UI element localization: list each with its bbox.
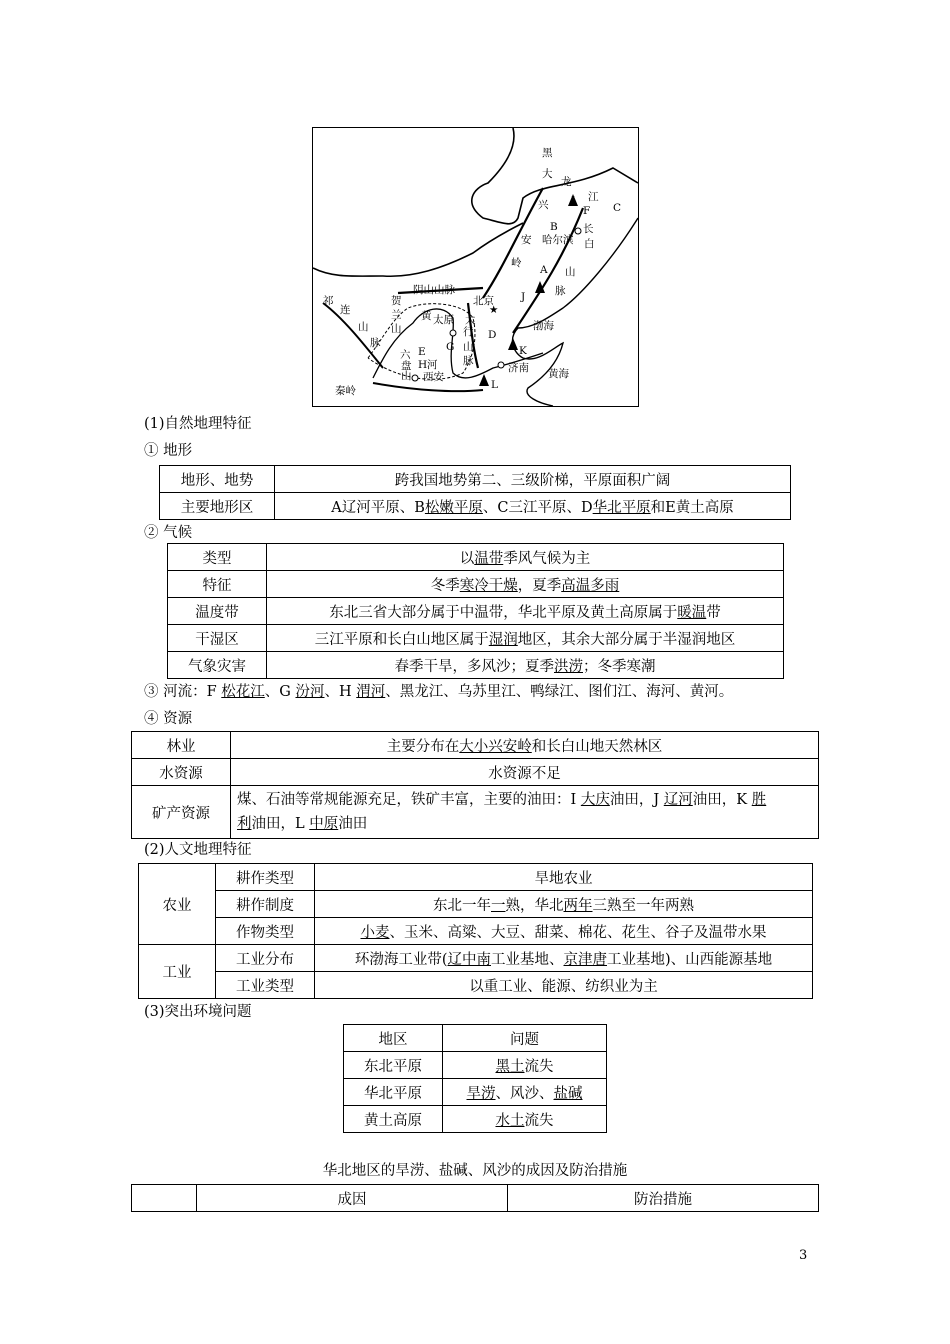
- map-label: 大: [542, 168, 553, 180]
- table-row: 工业 工业分布 环渤海工业带(辽中南工业基地、京津唐工业基地)、山西能源基地: [139, 945, 813, 972]
- map-label: F: [583, 205, 591, 217]
- table-row: 特征 冬季寒冷干燥，夏季高温多雨: [168, 571, 784, 598]
- map-label: H: [418, 359, 428, 371]
- map-label: 脉: [370, 337, 381, 349]
- map-svg: [313, 128, 638, 406]
- map-label: K: [519, 345, 527, 357]
- subsection-title: ① 地形: [144, 443, 193, 459]
- page-number: 3: [799, 1248, 808, 1263]
- map-label: 祁: [323, 295, 334, 307]
- section-title: (1)自然地理特征: [144, 416, 252, 432]
- border-line: [313, 223, 523, 276]
- cause-measures-table: [131, 1184, 819, 1212]
- map-label: L: [491, 379, 498, 391]
- map-label: 黄海: [548, 368, 569, 380]
- map-label: C: [613, 202, 622, 214]
- map-label: 山: [565, 266, 576, 278]
- climate-table: [167, 543, 784, 679]
- city-marker: [498, 362, 504, 368]
- map-label: 江: [588, 191, 599, 203]
- map-label: 西安: [423, 371, 444, 383]
- region-map: [312, 127, 639, 407]
- map-label: 龙: [561, 176, 572, 188]
- table-row: 地区 问题: [344, 1025, 607, 1052]
- coastline: [513, 218, 638, 406]
- map-label: 黄: [421, 310, 432, 322]
- mountain-range: [323, 303, 383, 368]
- subsection-title: ④ 资源: [144, 711, 193, 727]
- terrain-table: [159, 465, 791, 520]
- map-label: 贺: [391, 295, 402, 307]
- table-row: 干湿区 三江平原和长白山地区属于湿润地区，其余大部分属于半湿润地区: [168, 625, 784, 652]
- map-label: E: [418, 346, 426, 358]
- map-label: 六: [400, 349, 411, 361]
- table-row: 黄土高原 水土流失: [344, 1106, 607, 1133]
- table-row: 华北平原 旱涝、风沙、盐碱: [344, 1079, 607, 1106]
- map-label: J: [521, 291, 526, 303]
- section-title: (2)人文地理特征: [144, 842, 252, 858]
- table-row: 类型 以温带季风气候为主: [168, 544, 784, 571]
- rivers-line: ③ 河流：F 松花江、G 汾河、H 渭河、黑龙江、乌苏里江、鸭绿江、图们江、海河、黄河。: [144, 684, 734, 700]
- map-label: 长: [583, 223, 594, 235]
- map-label: 兰: [391, 309, 402, 321]
- map-label: 白: [584, 238, 595, 250]
- map-label: 太原: [433, 314, 454, 326]
- table-row: 矿产资源 煤、石油等常规能源充足，铁矿丰富，主要的油田：I 大庆油田，J 辽河油田，K 胜 利油田，L 中原油田: [132, 786, 819, 839]
- table-row: 耕作制度 东北一年一熟，华北两年三熟至一年两熟: [139, 891, 813, 918]
- table-row: 林业 主要分布在大小兴安岭和长白山地天然林区: [132, 732, 819, 759]
- human-geo-table: [138, 863, 813, 999]
- map-label: 河: [427, 359, 438, 371]
- map-label: 渤海: [533, 320, 554, 332]
- map-label: 北京: [473, 295, 494, 307]
- env-problems-table: [343, 1024, 607, 1133]
- map-label: 济南: [508, 362, 529, 374]
- map-label: B: [550, 221, 558, 233]
- map-label: 阴山山脉: [413, 284, 455, 296]
- table-caption: 华北地区的旱涝、盐碱、风沙的成因及防治措施: [322, 1163, 628, 1179]
- map-label: 脉: [555, 285, 566, 297]
- table-row: 东北平原 黑土流失: [344, 1052, 607, 1079]
- map-label: 脉: [463, 355, 474, 367]
- map-label: 山: [391, 323, 402, 335]
- city-marker: [575, 228, 581, 234]
- table-row: 温度带 东北三省大部分属于中温带，华北平原及黄土高原属于暖温带: [168, 598, 784, 625]
- map-label: 哈尔滨: [542, 234, 574, 246]
- map-label: 兴: [538, 199, 549, 211]
- capital-star: ★: [489, 304, 499, 316]
- map-label: 山: [358, 321, 369, 333]
- map-label: 太: [465, 314, 476, 326]
- map-label: 行: [463, 326, 474, 338]
- table-row: 成因 防治措施: [132, 1185, 819, 1212]
- map-label: A: [540, 264, 548, 276]
- map-label: D: [488, 329, 497, 341]
- map-label: 黑: [542, 147, 553, 159]
- map-label: 岭: [511, 257, 522, 269]
- city-marker: [412, 375, 418, 381]
- map-label: 安: [521, 234, 532, 246]
- subsection-title: ② 气候: [144, 525, 193, 541]
- city-marker: [450, 330, 456, 336]
- table-row: 工业类型 以重工业、能源、纺织业为主: [139, 972, 813, 999]
- oilfield-marker: [508, 338, 518, 350]
- map-label: G: [446, 341, 455, 353]
- section-title: (3)突出环境问题: [144, 1004, 252, 1020]
- map-label: I: [571, 195, 576, 207]
- table-row: 水资源 水资源不足: [132, 759, 819, 786]
- mountain-range: [483, 188, 543, 298]
- table-row: 主要地形区 A辽河平原、B松嫩平原、C三江平原、D华北平原和E黄土高原: [160, 493, 791, 520]
- map-label: 盘: [401, 360, 412, 372]
- resources-table: [131, 731, 819, 839]
- oilfield-marker: [479, 374, 489, 386]
- table-row: 作物类型 小麦、玉米、高粱、大豆、甜菜、棉花、花生、谷子及温带水果: [139, 918, 813, 945]
- table-row: 农业 耕作类型 旱地农业: [139, 864, 813, 891]
- map-label: 连: [340, 304, 351, 316]
- map-label: 山: [401, 370, 412, 382]
- map-label: 秦岭: [335, 385, 356, 397]
- map-label: 山: [463, 341, 474, 353]
- table-row: 地形、地势 跨我国地势第二、三级阶梯，平原面积广阔: [160, 466, 791, 493]
- mountain-range: [373, 383, 483, 391]
- table-row: 气象灾害 春季干旱，多风沙；夏季洪涝；冬季寒潮: [168, 652, 784, 679]
